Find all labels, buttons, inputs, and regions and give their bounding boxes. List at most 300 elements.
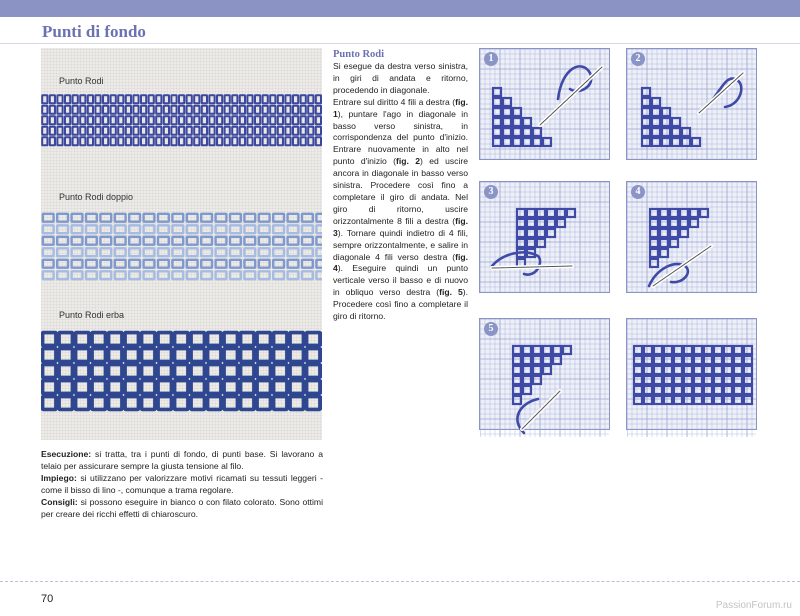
stitch-cell <box>42 106 47 114</box>
stitch-cell <box>241 397 254 410</box>
description-block <box>41 448 323 520</box>
stitch-cell <box>316 137 321 145</box>
stitch-cell <box>274 333 287 346</box>
stitch-cell <box>109 333 122 346</box>
stitch-square <box>670 229 678 237</box>
stitch-square <box>664 346 672 354</box>
stitch-cell <box>50 127 55 135</box>
stitch-square <box>654 376 662 384</box>
stitch-cell <box>158 333 171 346</box>
stitch-square <box>694 356 702 364</box>
stitch-cell <box>217 137 222 145</box>
stitch-cell <box>217 127 222 135</box>
stitch-cell <box>247 95 252 103</box>
stitch-cell <box>274 349 287 362</box>
stitch-square <box>674 376 682 384</box>
stitch-square <box>650 209 658 217</box>
stitch-square <box>734 376 742 384</box>
stitch-cell <box>259 214 270 222</box>
stitch-cell <box>244 248 255 256</box>
stitch-cell <box>302 214 313 222</box>
stitch-cell <box>308 137 313 145</box>
stitch-cell <box>301 116 306 124</box>
stitch-cell <box>80 116 85 124</box>
stitch-cell <box>103 106 108 114</box>
stitch-cell <box>307 381 320 394</box>
stitch-cell <box>118 137 123 145</box>
stitch-square <box>704 376 712 384</box>
stitch-cell <box>273 260 284 268</box>
stitch-cell <box>179 106 184 114</box>
stitch-cell <box>72 214 83 222</box>
stitch-cell <box>308 127 313 135</box>
stitch-square <box>674 346 682 354</box>
stitch-cell <box>142 397 155 410</box>
stitch-square <box>694 366 702 374</box>
stitch-cell <box>308 95 313 103</box>
stitch-cell <box>80 127 85 135</box>
stitch-cell <box>232 127 237 135</box>
stitch-cell <box>59 381 72 394</box>
stitch-cell <box>43 333 56 346</box>
stitch-cell <box>158 365 171 378</box>
stitch-cell <box>316 237 322 245</box>
stitch-cell <box>217 95 222 103</box>
stitch-cell <box>76 397 89 410</box>
stitch-square <box>724 396 732 404</box>
page-title: Punti di fondo <box>42 22 146 41</box>
stitch-cell <box>259 248 270 256</box>
stitch-cell <box>216 248 227 256</box>
stitch-cell <box>164 116 169 124</box>
stitch-square <box>670 239 678 247</box>
stitch-cell <box>76 333 89 346</box>
stitch-cell <box>201 225 212 233</box>
stitch-cell <box>202 137 207 145</box>
stitch-square <box>652 138 660 146</box>
stitch-cell <box>129 248 140 256</box>
stitch-square <box>694 346 702 354</box>
stitch-square <box>744 356 752 364</box>
stitch-square <box>650 239 658 247</box>
stitch-cell <box>244 214 255 222</box>
stitch-cell <box>73 116 78 124</box>
stitch-cell <box>194 127 199 135</box>
stitch-cell <box>92 397 105 410</box>
stitch-cell <box>224 381 237 394</box>
stitch-cell <box>115 225 126 233</box>
stitch-cell <box>57 237 68 245</box>
stitch-cell <box>156 116 161 124</box>
stitch-cell <box>86 271 97 279</box>
stitch-cell <box>73 137 78 145</box>
stitch-square <box>744 366 752 374</box>
stitch-cell <box>95 116 100 124</box>
stitch-cell <box>293 137 298 145</box>
stitch-square <box>744 386 752 394</box>
stitch-cell <box>57 127 62 135</box>
stitch-cell <box>76 365 89 378</box>
needle-outline <box>522 391 560 429</box>
stitch-cell <box>57 106 62 114</box>
stitch-cell <box>244 271 255 279</box>
stitch-square <box>650 219 658 227</box>
stitch-cell <box>230 248 241 256</box>
title-divider <box>0 43 800 44</box>
stitch-cell <box>316 248 322 256</box>
stitch-cell <box>129 225 140 233</box>
stitch-cell <box>59 397 72 410</box>
stitch-cell <box>88 106 93 114</box>
stitch-cell <box>95 137 100 145</box>
stitch-cell <box>164 95 169 103</box>
stitch-square <box>670 209 678 217</box>
stitch-cell <box>144 225 155 233</box>
stitch-cell <box>144 271 155 279</box>
stitch-square <box>634 346 642 354</box>
article-text: Si esegue da destra verso sinistra, in giri di andata e ritorno, procedendo in diagonale. <box>333 61 468 95</box>
stitch-cell <box>111 127 116 135</box>
stitch-cell <box>175 333 188 346</box>
stitch-square <box>744 346 752 354</box>
stitch-cell <box>302 225 313 233</box>
stitch-cell <box>175 381 188 394</box>
stitch-square <box>650 249 658 257</box>
stitch-cell <box>270 95 275 103</box>
stitch-cell <box>273 214 284 222</box>
stitch-cell <box>88 137 93 145</box>
stitch-cell <box>42 137 47 145</box>
watermark: PassionForum.ru <box>715 600 792 611</box>
stitch-square <box>650 259 658 267</box>
stitch-cell <box>142 333 155 346</box>
stitch-cell <box>301 137 306 145</box>
stitch-cell <box>232 116 237 124</box>
stitch-square <box>662 138 670 146</box>
stitch-cell <box>43 237 54 245</box>
stitch-cell <box>257 349 270 362</box>
stitch-cell <box>216 271 227 279</box>
stitch-square <box>704 366 712 374</box>
stitch-cell <box>111 137 116 145</box>
stitch-square <box>644 356 652 364</box>
stitch-cell <box>115 237 126 245</box>
stitch-square <box>503 98 511 106</box>
stitch-cell <box>270 106 275 114</box>
stitch-cell <box>208 381 221 394</box>
figure-5-diagram <box>480 319 609 437</box>
stitch-cell <box>257 333 270 346</box>
stitch-cell <box>244 225 255 233</box>
figure-result-diagram <box>627 319 756 437</box>
stitch-cell <box>156 95 161 103</box>
stitch-cell <box>141 106 146 114</box>
stitch-cell <box>316 271 322 279</box>
stitch-cell <box>230 214 241 222</box>
stitch-cell <box>259 225 270 233</box>
stitch-cell <box>133 137 138 145</box>
stitch-cell <box>57 137 62 145</box>
figure-reference: fig. 5 <box>439 287 463 298</box>
stitch-square <box>543 346 551 354</box>
stitch-square <box>714 386 722 394</box>
stitch-cell <box>142 349 155 362</box>
stitch-cell <box>57 248 68 256</box>
stitch-square <box>674 366 682 374</box>
stitch-cell <box>187 137 192 145</box>
stitch-square <box>503 118 511 126</box>
stitch-square <box>714 396 722 404</box>
stitch-cell <box>57 260 68 268</box>
stitch-cell <box>232 106 237 114</box>
stitch-cell <box>179 95 184 103</box>
stitch-square <box>672 118 680 126</box>
stitch-cell <box>100 248 111 256</box>
stitch-cell <box>225 137 230 145</box>
stitch-cell <box>270 137 275 145</box>
stitch-cell <box>158 225 169 233</box>
stitch-cell <box>209 127 214 135</box>
stitch-cell <box>118 127 123 135</box>
stitch-square <box>744 376 752 384</box>
stitch-cell <box>179 137 184 145</box>
stitch-cell <box>225 116 230 124</box>
stitch-cell <box>57 116 62 124</box>
stitch-cell <box>171 106 176 114</box>
stitch-cell <box>224 349 237 362</box>
stitch-cell <box>285 137 290 145</box>
stitch-square <box>634 366 642 374</box>
stitch-square <box>537 209 545 217</box>
stitch-square <box>557 219 565 227</box>
stitch-cell <box>43 260 54 268</box>
stitch-cell <box>232 95 237 103</box>
stitch-cell <box>187 248 198 256</box>
stitch-cell <box>158 397 171 410</box>
stitch-cell <box>43 248 54 256</box>
stitch-cell <box>290 397 303 410</box>
stitch-cell <box>308 116 313 124</box>
stitch-cell <box>255 116 260 124</box>
stitch-cell <box>259 260 270 268</box>
stitch-cell <box>301 106 306 114</box>
stitch-cell <box>288 214 299 222</box>
stitch-square <box>744 396 752 404</box>
stitch-cell <box>240 95 245 103</box>
stitch-cell <box>118 106 123 114</box>
stitch-square <box>670 219 678 227</box>
stitch-square <box>662 118 670 126</box>
stitch-cell <box>171 95 176 103</box>
stitch-square <box>537 239 545 247</box>
stitch-cell <box>216 237 227 245</box>
stitch-cell <box>255 127 260 135</box>
photo-label-rodi-erba: Punto Rodi erba <box>59 310 125 320</box>
stitch-cell <box>158 349 171 362</box>
stitch-cell <box>42 127 47 135</box>
stitch-cell <box>191 365 204 378</box>
stitch-band-rodi-doppio <box>41 208 322 286</box>
stitch-square <box>674 356 682 364</box>
stitch-cell <box>290 381 303 394</box>
stitch-cell <box>201 237 212 245</box>
stitch-square <box>517 239 525 247</box>
stitch-cell <box>270 127 275 135</box>
stitch-cell <box>95 127 100 135</box>
stitch-square <box>523 346 531 354</box>
stitch-square <box>527 219 535 227</box>
stitch-cell <box>285 106 290 114</box>
stitch-cell <box>126 127 131 135</box>
stitch-cell <box>194 137 199 145</box>
figure-badge-2: 2 <box>631 52 645 66</box>
article-text: ). Tornare quindi indietro di 4 fili, sempre orizzontalmente, e salire in diagonale 4 fili verso destra ( <box>333 227 468 262</box>
stitch-square <box>664 366 672 374</box>
stitch-cell <box>316 106 321 114</box>
stitch-square <box>714 356 722 364</box>
stitch-square <box>690 209 698 217</box>
stitch-cell <box>72 260 83 268</box>
stitch-cell <box>115 214 126 222</box>
stitch-cell <box>100 260 111 268</box>
stitch-square <box>650 229 658 237</box>
stitch-cell <box>100 271 111 279</box>
stitch-cell <box>158 271 169 279</box>
stitch-cell <box>172 271 183 279</box>
stitch-square <box>644 386 652 394</box>
stitch-cell <box>50 95 55 103</box>
stitch-cell <box>50 106 55 114</box>
stitch-square <box>523 376 531 384</box>
stitch-cell <box>86 248 97 256</box>
stitch-cell <box>92 365 105 378</box>
stitch-cell <box>247 106 252 114</box>
stitch-cell <box>95 106 100 114</box>
stitch-cell <box>209 106 214 114</box>
stitch-cell <box>115 248 126 256</box>
stitch-cell <box>230 260 241 268</box>
stitch-cell <box>142 365 155 378</box>
stitch-square <box>634 356 642 364</box>
stitch-cell <box>144 248 155 256</box>
stitch-cell <box>129 237 140 245</box>
stitch-cell <box>316 116 321 124</box>
stitch-cell <box>302 248 313 256</box>
stitch-cell <box>72 225 83 233</box>
stitch-cell <box>72 271 83 279</box>
stitch-cell <box>290 365 303 378</box>
stitch-square <box>537 219 545 227</box>
stitch-cell <box>141 95 146 103</box>
stitch-cell <box>255 106 260 114</box>
stitch-cell <box>293 106 298 114</box>
stitch-cell <box>316 214 322 222</box>
figure-4-diagram <box>627 182 756 292</box>
stitch-square <box>642 118 650 126</box>
stitch-square <box>517 219 525 227</box>
stitch-square <box>724 356 732 364</box>
stitch-cell <box>217 116 222 124</box>
stitch-cell <box>125 349 138 362</box>
stitch-cell <box>224 397 237 410</box>
stitch-cell <box>194 106 199 114</box>
stitch-cell <box>118 116 123 124</box>
embroidery-photo <box>41 48 322 440</box>
stitch-cell <box>293 127 298 135</box>
stitch-square <box>684 356 692 364</box>
stitch-cell <box>201 248 212 256</box>
stitch-cell <box>149 95 154 103</box>
stitch-cell <box>42 95 47 103</box>
stitch-cell <box>103 127 108 135</box>
stitch-cell <box>86 225 97 233</box>
article-text: ). Procedere così fino a completare il giro di ritorno. <box>333 287 468 322</box>
stitch-square <box>714 376 722 384</box>
stitch-cell <box>290 349 303 362</box>
figure-3 <box>479 181 610 293</box>
stitch-square <box>734 386 742 394</box>
stitch-cell <box>316 225 322 233</box>
stitch-cell <box>247 127 252 135</box>
stitch-square <box>543 138 551 146</box>
stitch-cell <box>171 137 176 145</box>
stitch-cell <box>191 333 204 346</box>
photo-label-rodi-doppio: Punto Rodi doppio <box>59 192 134 202</box>
stitch-cell <box>187 127 192 135</box>
stitch-cell <box>92 381 105 394</box>
stitch-cell <box>241 349 254 362</box>
stitch-cell <box>172 248 183 256</box>
stitch-cell <box>191 381 204 394</box>
stitch-cell <box>216 225 227 233</box>
stitch-cell <box>103 95 108 103</box>
stitch-cell <box>50 137 55 145</box>
stitch-cell <box>278 106 283 114</box>
stitch-cell <box>158 381 171 394</box>
article-subtitle: Punto Rodi <box>333 49 385 60</box>
stitch-cell <box>141 127 146 135</box>
figure-result <box>626 318 757 430</box>
stitch-cell <box>288 225 299 233</box>
stitch-cell <box>133 95 138 103</box>
stitch-square <box>537 229 545 237</box>
stitch-square <box>664 376 672 384</box>
stitch-cell <box>241 333 254 346</box>
stitch-cell <box>80 106 85 114</box>
stitch-square <box>543 356 551 364</box>
stitch-cell <box>191 397 204 410</box>
stitch-cell <box>259 237 270 245</box>
stitch-cell <box>255 137 260 145</box>
stitch-cell <box>230 225 241 233</box>
stitch-cell <box>65 127 70 135</box>
figure-2-diagram <box>627 49 756 159</box>
stitch-cell <box>43 225 54 233</box>
footer-divider <box>0 581 800 582</box>
figure-3-diagram <box>480 182 609 292</box>
stitch-square <box>644 396 652 404</box>
stitch-square <box>654 396 662 404</box>
stitch-cell <box>149 116 154 124</box>
stitch-square <box>654 356 662 364</box>
stitch-cell <box>240 137 245 145</box>
stitch-square <box>674 386 682 394</box>
stitch-square <box>704 356 712 364</box>
stitch-cell <box>285 116 290 124</box>
stitch-cell <box>65 95 70 103</box>
stitch-cell <box>158 248 169 256</box>
stitch-cell <box>288 237 299 245</box>
